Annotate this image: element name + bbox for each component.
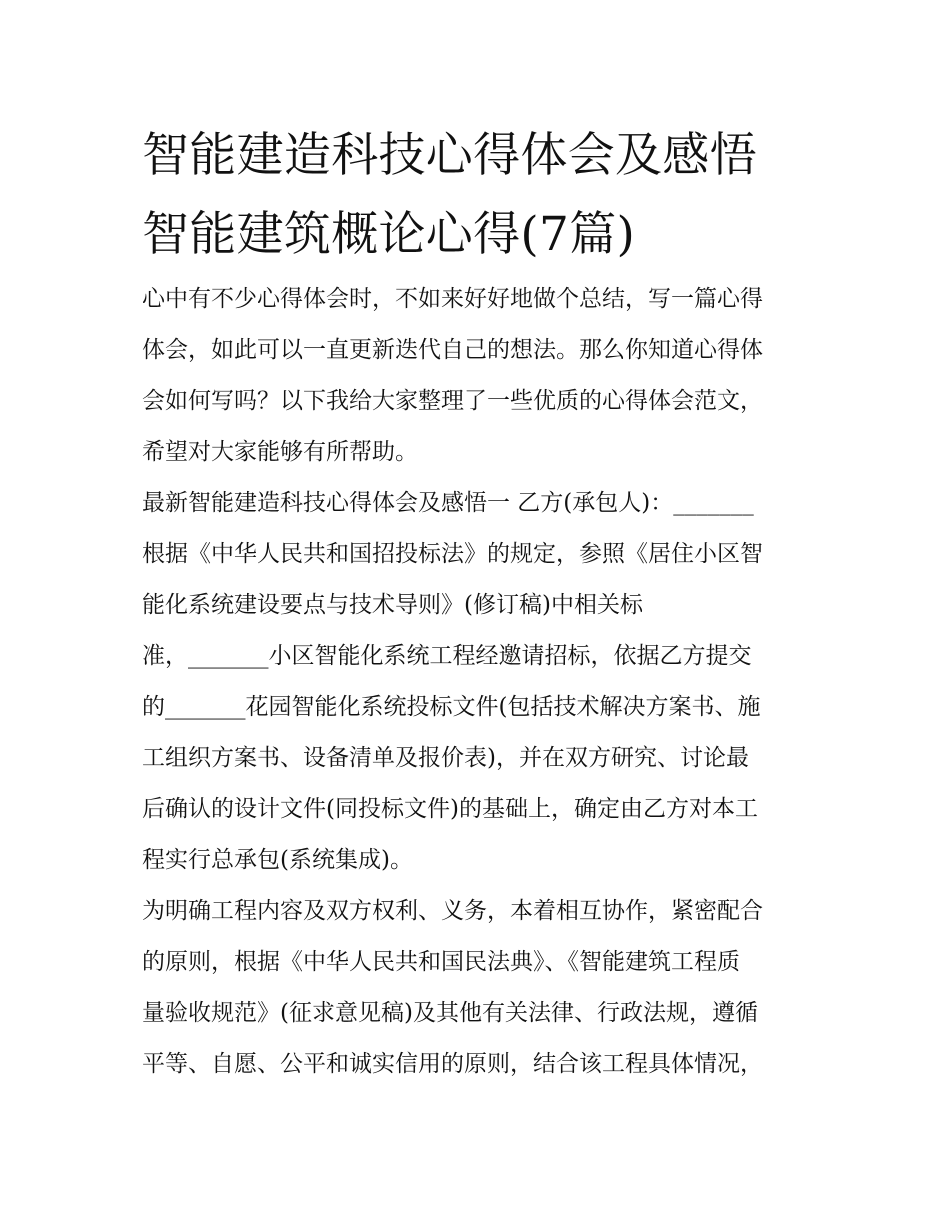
paragraph-line: 根据《中华人民共和国招投标法》的规定，参照《居住小区智 xyxy=(142,541,763,567)
paragraph-line: 能化系统建设要点与技术导则》(修订稿)中相关标 xyxy=(142,592,643,618)
paragraph-line: 准，_______小区智能化系统工程经邀请招标，依据乙方提交 xyxy=(142,643,752,669)
paragraph-line: 体会，如此可以一直更新迭代自己的想法。那么你知道心得体 xyxy=(142,337,763,363)
page-title xyxy=(142,116,822,274)
paragraph-line: 的原则，根据《中华人民共和国民法典》、《智能建筑工程质 xyxy=(142,949,740,975)
paragraph-line: 为明确工程内容及双方权利、义务，本着相互协作，紧密配合 xyxy=(142,898,763,924)
paragraph-line: 的_______花园智能化系统投标文件(包括技术解决方案书、施 xyxy=(142,694,761,720)
title-line: 智能建造科技心得体会及感悟 xyxy=(142,128,757,183)
title-line: 智能建筑概论心得(7篇) xyxy=(142,207,636,262)
paragraph-line: 程实行总承包(系统集成)。 xyxy=(142,847,413,873)
paragraph-line: 最新智能建造科技心得体会及感悟一 乙方(承包人)：_______ xyxy=(142,490,754,516)
paragraph-line: 会如何写吗？以下我给大家整理了一些优质的心得体会范文， xyxy=(142,388,763,414)
paragraph-line: 希望对大家能够有所帮助。 xyxy=(142,439,418,465)
paragraph-line: 后确认的设计文件(同投标文件)的基础上，确定由乙方对本工 xyxy=(142,796,758,822)
paragraph-line: 平等、自愿、公平和诚实信用的原则，结合该工程具体情况， xyxy=(142,1051,763,1077)
paragraph-line: 工组织方案书、设备清单及报价表)，并在双方研究、讨论最 xyxy=(142,745,749,771)
body-text xyxy=(142,274,814,1090)
paragraph-line: 心中有不少心得体会时，不如来好好地做个总结，写一篇心得 xyxy=(142,286,763,312)
paragraph-line: 量验收规范》(征求意见稿)及其他有关法律、行政法规，遵循 xyxy=(142,1000,758,1026)
